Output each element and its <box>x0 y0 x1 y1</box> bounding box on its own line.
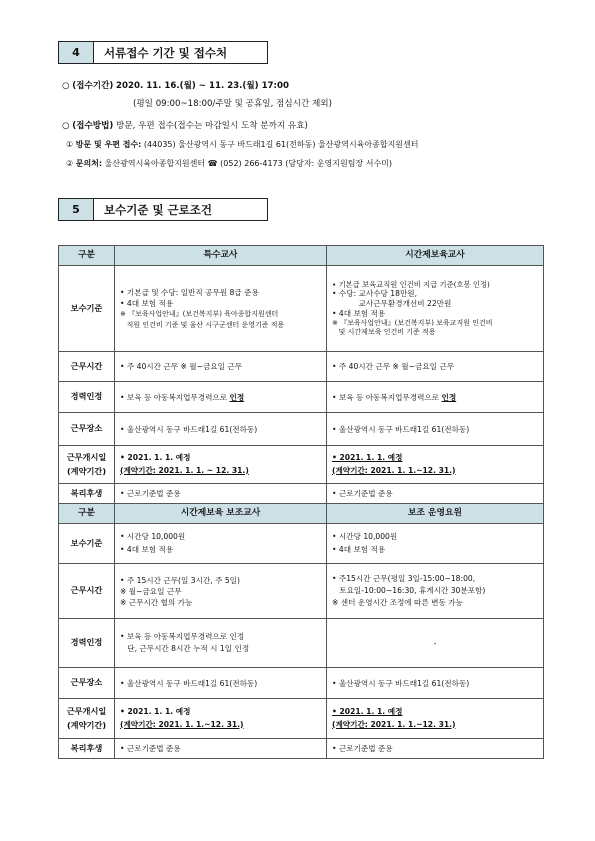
cell-line: 및 시간제보육 인건비 기준 적용 <box>332 328 436 337</box>
section-4-header <box>58 41 268 64</box>
cell-line: ※ 근무시간 협의 가능 <box>120 597 193 607</box>
cell-line: 토요일-10:00~16:30, 휴게시간 30분포함) <box>332 585 486 595</box>
section-number: 4 <box>58 41 94 64</box>
cell-line: • 수당: 교사수당 18만원, <box>332 289 418 299</box>
cell-line: • 근로기준법 준용 <box>120 744 181 753</box>
address-label: 방문 및 우편 접수: <box>75 140 142 149</box>
cell-line: • 주 40시간 근무 ※ 월~금요일 근무 <box>120 362 243 371</box>
table-row <box>59 484 544 504</box>
cell-line: 단, 근무시간 8시간 누적 시 1일 인정 <box>120 644 250 653</box>
cell-line: ※ 센터 운영시간 조정에 따른 변동 가능 <box>332 598 463 608</box>
header-parttime-teacher: 시간제보육교사 <box>327 246 544 266</box>
cell <box>115 524 327 564</box>
row-label <box>59 446 115 484</box>
cell-line: • 4대 보험 적용 <box>332 309 386 319</box>
cell <box>327 382 544 413</box>
cell-line: • 주 40시간 근무 ※ 월~금요일 근무 <box>332 362 455 371</box>
header-assistant-teacher: 시간제보육 보조교사 <box>115 504 327 524</box>
cell: - <box>327 619 544 668</box>
address-value: (44035) 울산광역시 동구 바드래1길 61(전하동) 울산광역시육아종합지원센터 <box>143 140 419 149</box>
cell-line: • 시간당 10,000원 <box>332 531 398 541</box>
row-label: 근무장소 <box>59 668 115 699</box>
cell-line: • 울산광역시 동구 바드래1길 61(전하동) <box>332 424 470 434</box>
header-assistant-staff: 보조 운영요원 <box>327 504 544 524</box>
section-title: 보수기준 및 근로조건 <box>94 198 268 221</box>
cell-emphasis: 인정 <box>229 392 245 402</box>
cell-line: • 기본급 보육교직원 인건비 지급 기준(호봉 인정) <box>332 279 490 289</box>
table-header-row <box>59 504 544 524</box>
cell-text: • 보육 등 아동복지업무경력으로 <box>332 392 442 402</box>
section-number: 5 <box>58 198 94 221</box>
table-row <box>59 446 544 484</box>
cell <box>115 352 327 382</box>
period-line <box>62 79 289 91</box>
row-label: 보수기준 <box>59 266 115 352</box>
cell-line: • 시간당 10,000원 <box>120 531 186 541</box>
header-category: 구분 <box>59 504 115 524</box>
row-label <box>59 699 115 739</box>
cell <box>115 382 327 413</box>
row-label: 경력인정 <box>59 619 115 668</box>
cell-line: • 근로기준법 준용 <box>332 744 393 753</box>
cell-line: (계약기간: 2021. 1. 1.~12. 31.) <box>332 465 456 475</box>
cell <box>327 739 544 759</box>
period-note: (평일 09:00~18:00/주말 및 공휴일, 점심시간 제외) <box>133 99 332 109</box>
cell-line: • 울산광역시 동구 바드래1길 61(전하동) <box>120 424 258 434</box>
section-title: 서류접수 기간 및 접수처 <box>94 41 268 64</box>
cell-line: • 울산광역시 동구 바드래1길 61(전하동) <box>332 678 470 688</box>
cell <box>115 699 327 739</box>
table-row <box>59 413 544 446</box>
row-label: 보수기준 <box>59 524 115 564</box>
cell <box>115 413 327 446</box>
cell <box>327 484 544 504</box>
address-line <box>66 139 419 150</box>
cell-line: • 보육 등 아동복지업무경력으로 인정 <box>120 631 245 641</box>
contact-label: 문의처: <box>75 159 103 168</box>
cell-line: • 기본급 및 수당: 일반직 공무원 8급 준용 <box>120 288 259 298</box>
cell-line: 교사근무환경개선비 22만원 <box>332 299 452 309</box>
cell-line: • 근로기준법 준용 <box>120 489 181 498</box>
row-label: 복리후생 <box>59 484 115 504</box>
row-label-line: 근무개시일 <box>66 452 107 463</box>
cell <box>115 564 327 619</box>
contact-value: 울산광역시육아종합지원센터 ☎ (052) 266-4173 (담당자: 운영지원팀장 서수미) <box>104 159 393 168</box>
cell <box>327 524 544 564</box>
cell-line: • 울산광역시 동구 바드래1길 61(전하동) <box>120 678 258 688</box>
circled-one-icon: ① <box>66 140 74 149</box>
cell <box>115 619 327 668</box>
row-label: 근무시간 <box>59 352 115 382</box>
method-label: (접수방법) <box>72 121 114 131</box>
cell-text: • 보육 등 아동복지업무경력으로 <box>120 392 230 402</box>
bullet-circle-icon: ○ <box>62 81 70 91</box>
table-row <box>59 739 544 759</box>
cell-line: • 2021. 1. 1. 예정 <box>332 707 403 717</box>
cell-emphasis: 인정 <box>441 392 457 402</box>
cell <box>115 446 327 484</box>
conditions-table <box>58 245 544 759</box>
row-label-line: 근무개시일 <box>66 706 107 717</box>
table-row <box>59 382 544 413</box>
cell-line: • 2021. 1. 1. 예정 <box>120 707 191 717</box>
header-special-teacher: 특수교사 <box>115 246 327 266</box>
circled-two-icon: ② <box>66 159 74 168</box>
cell <box>327 668 544 699</box>
cell-line: • 근로기준법 준용 <box>332 489 393 498</box>
cell-line: • 2021. 1. 1. 예정 <box>332 453 403 463</box>
row-label: 복리후생 <box>59 739 115 759</box>
cell-line: • 2021. 1. 1. 예정 <box>120 453 191 463</box>
cell-line: ※ 『보육사업안내』(보건복지부) 육아종합지원센터 <box>120 310 279 319</box>
row-label-line: (계약기간) <box>66 719 107 730</box>
cell-line: 직원 인건비 기준 및 울산 시구군센터 운영기준 적용 <box>120 320 285 329</box>
table-row <box>59 668 544 699</box>
cell-line: (계약기간: 2021. 1. 1. ~ 12. 31.) <box>120 465 249 475</box>
cell <box>115 739 327 759</box>
cell <box>115 668 327 699</box>
cell-line: ※ 『보육사업안내』(보건복지부) 보육교직원 인건비 <box>332 318 493 327</box>
row-label: 근무장소 <box>59 413 115 446</box>
cell <box>327 413 544 446</box>
cell-line: • 주 15시간 근무(일 3시간, 주 5일) <box>120 575 240 585</box>
table-row <box>59 266 544 352</box>
row-label: 경력인정 <box>59 382 115 413</box>
period-label: (접수기간) <box>72 81 114 91</box>
section-5-header <box>58 198 268 221</box>
method-value: 방문, 우편 접수(접수는 마감일시 도착 분까지 유효) <box>116 121 308 131</box>
row-label-line: (계약기간) <box>66 465 107 476</box>
cell-line: • 4대 보험 적용 <box>120 299 174 309</box>
cell <box>327 446 544 484</box>
bullet-circle-icon: ○ <box>62 121 70 131</box>
cell-line: ※ 월~금요일 근무 <box>120 586 182 596</box>
row-label: 근무시간 <box>59 564 115 619</box>
cell <box>115 266 327 352</box>
cell <box>115 484 327 504</box>
cell <box>327 266 544 352</box>
table-row <box>59 524 544 564</box>
cell-line: (계약기간: 2021. 1. 1.~12. 31.) <box>332 719 456 729</box>
contact-line <box>66 158 392 169</box>
cell <box>327 699 544 739</box>
table-row <box>59 564 544 619</box>
table-row <box>59 699 544 739</box>
table-row <box>59 619 544 668</box>
period-value: 2020. 11. 16.(월) ~ 11. 23.(월) 17:00 <box>116 81 289 91</box>
cell <box>327 564 544 619</box>
cell-line: • 주15시간 근무(평일 3일-15:00~18:00, <box>332 573 476 583</box>
method-line <box>62 119 308 131</box>
cell-line: • 4대 보험 적용 <box>332 544 386 554</box>
table-header-row <box>59 246 544 266</box>
cell <box>327 352 544 382</box>
cell-line: (계약기간: 2021. 1. 1.~12. 31.) <box>120 719 244 729</box>
cell-line: • 4대 보험 적용 <box>120 544 174 554</box>
table-row <box>59 352 544 382</box>
header-category: 구분 <box>59 246 115 266</box>
